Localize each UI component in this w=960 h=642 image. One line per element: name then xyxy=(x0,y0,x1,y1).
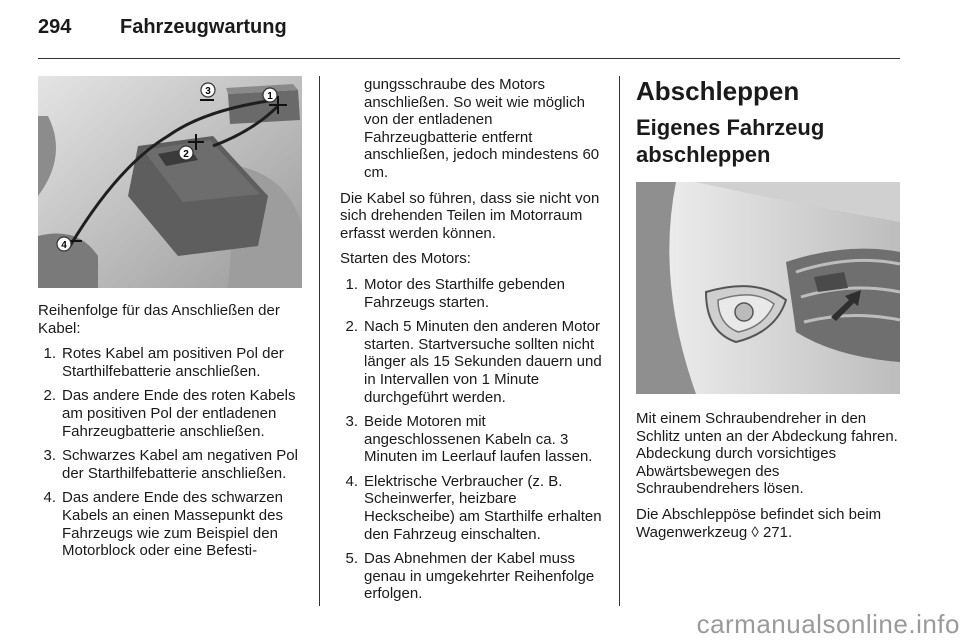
tow-eye-cover-figure xyxy=(636,182,900,394)
step-text: Schwarzes Kabel am negativen Pol der Starthilfebatterie anschließen. xyxy=(62,447,298,482)
page-title: Fahrzeugwartung xyxy=(120,16,287,38)
list-item xyxy=(340,276,604,311)
page-reference-link[interactable]: 271. xyxy=(762,523,793,541)
header-rule xyxy=(38,58,900,59)
page-number: 294 xyxy=(38,16,72,38)
step-text: Motor des Starthilfe gebenden Fahrzeugs starten. xyxy=(364,275,565,311)
step-text: Elektrische Verbraucher (z. B. Scheinwerfer, heizbare Heckscheibe) am Starthilfe erhalten den Fahrzeug einschalten. xyxy=(364,472,602,543)
step-text: Das andere Ende des schwarzen Kabels an einen Massepunkt des Fahrzeugs wie zum Beispiel den Motorblock oder eine Befesti- xyxy=(62,489,283,560)
engine-bay-illustration xyxy=(38,76,302,288)
intro-text: Reihenfolge für das Anschließen der Kabel: xyxy=(38,302,280,337)
remove-cover-text: Mit einem Schraubendreher in den Schlitz unten an der Abdeckung fahren. Abdeckung durch vorsichtiges Abwärtsbewegen des Schraubendrehers lösen. xyxy=(636,410,898,498)
figure-label: 2 xyxy=(183,149,189,160)
start-steps xyxy=(340,276,604,603)
front-bumper-illustration xyxy=(636,182,900,394)
step-number: 3. xyxy=(43,447,56,465)
step-text: Nach 5 Minuten den anderen Motor starten. Startversuche sollten nicht länger als 15 Sekunden dauern und in Intervallen von 1 Minute durchgeführt werden. xyxy=(364,318,602,406)
list-item xyxy=(340,318,604,406)
column-1 xyxy=(38,76,304,567)
section-heading: Abschleppen xyxy=(636,76,800,106)
list-item xyxy=(340,473,604,543)
figure-label: 1 xyxy=(267,91,273,102)
list-item xyxy=(38,447,304,482)
page-header xyxy=(38,16,287,46)
step-text: Das andere Ende des roten Kabels am positiven Pol der entladenen Fahrzeugbatterie anschließen. xyxy=(62,387,296,440)
step-number: 4. xyxy=(43,489,56,507)
step-number: 1. xyxy=(345,275,358,293)
watermark: carmanualsonline.info xyxy=(696,609,960,639)
reference-icon: ◊ xyxy=(751,523,759,541)
list-item xyxy=(38,489,304,559)
list-item xyxy=(38,387,304,440)
column-3 xyxy=(636,76,902,549)
step-text: Beide Motoren mit angeschlossenen Kabeln ca. 3 Minuten im Leerlauf laufen lassen. xyxy=(364,413,593,466)
step-number: 1. xyxy=(43,345,56,363)
step-number: 4. xyxy=(345,472,358,490)
step-text: Rotes Kabel am positiven Pol der Starthilfebatterie anschließen. xyxy=(62,345,284,380)
tow-eye-text: Die Abschleppöse befindet sich beim Wagenwerkzeug xyxy=(636,505,882,541)
step-number: 5. xyxy=(345,550,358,568)
step-text: Das Abnehmen der Kabel muss genau in umgekehrter Reihenfolge erfolgen. xyxy=(364,550,595,603)
tow-eye-location-text xyxy=(636,506,902,541)
list-item xyxy=(38,345,304,380)
column-2 xyxy=(340,76,604,610)
cable-routing-text: Die Kabel so führen, dass sie nicht von sich drehenden Teilen im Motorraum erfasst werden können. xyxy=(340,189,600,242)
list-item xyxy=(340,550,604,603)
column-divider-1 xyxy=(319,76,320,606)
continuation-text: gungsschraube des Motors anschließen. So weit wie möglich von der entladenen Fahrzeugbatterie entfernt anschließen, jedoch mindestens 60 cm. xyxy=(364,76,600,181)
step-number: 3. xyxy=(345,413,358,431)
step-number: 2. xyxy=(43,387,56,405)
jump-start-figure xyxy=(38,76,302,288)
column-divider-2 xyxy=(619,76,620,606)
figure-label: 3 xyxy=(205,86,211,97)
subsection-heading: Eigenes Fahrzeug abschleppen xyxy=(636,115,825,167)
figure-label: 4 xyxy=(61,240,67,251)
connection-steps xyxy=(38,345,304,560)
list-item xyxy=(340,413,604,466)
start-engine-heading: Starten des Motors: xyxy=(340,250,471,268)
step-number: 2. xyxy=(345,318,358,336)
